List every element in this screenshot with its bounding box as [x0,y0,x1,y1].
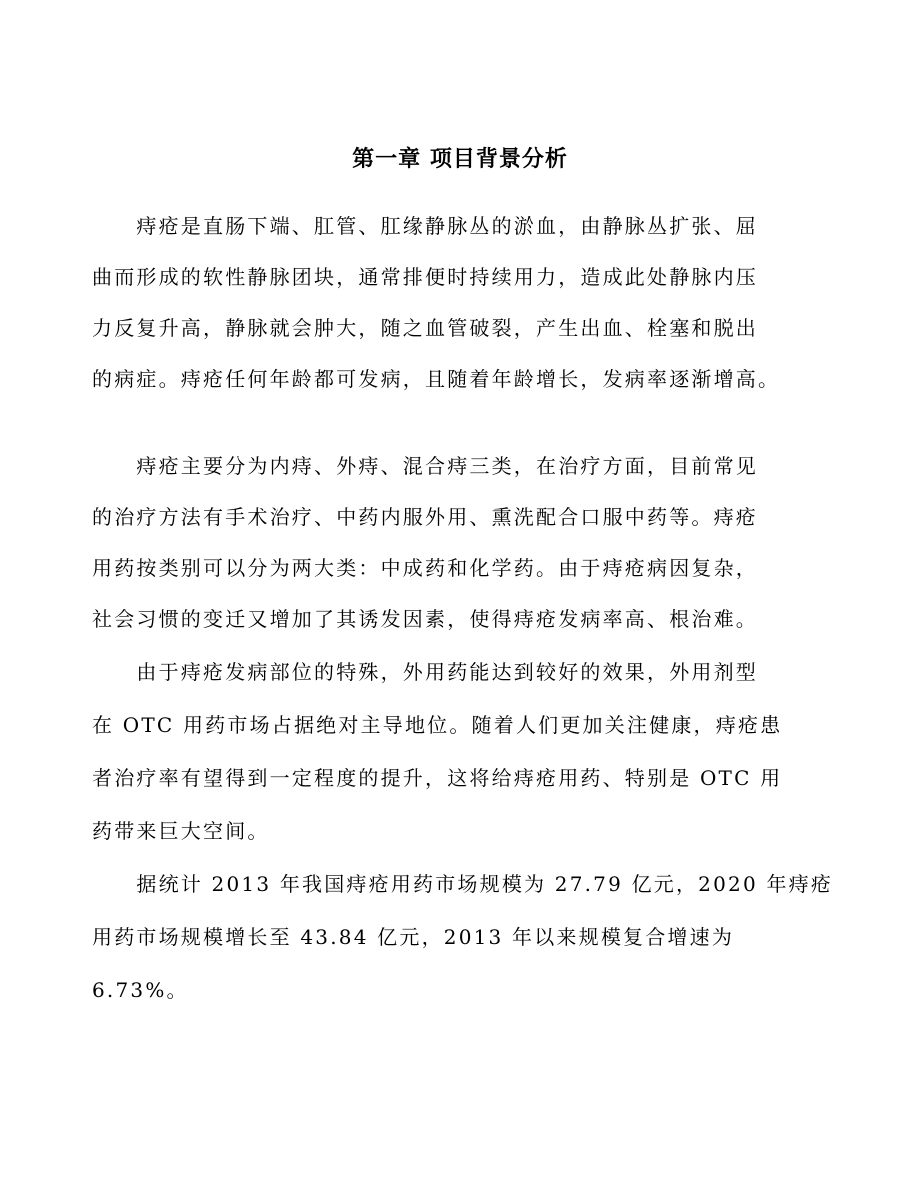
paragraph-line: 用药市场规模增长至 43.84 亿元，2013 年以来规模复合增速为 [92,925,735,949]
paragraph-line: 由于痔疮发病部位的特殊，外用药能达到较好的效果，外用剂型 [92,660,758,684]
paragraph-line: 的病症。痔疮任何年龄都可发病，且随着年龄增长，发病率逐渐增高。 [92,367,781,391]
paragraph-line: 力反复升高，静脉就会肿大，随之血管破裂，产生出血、栓塞和脱出 [92,316,758,340]
paragraph-line: 在 OTC 用药市场占据绝对主导地位。随着人们更加关注健康，痔疮患 [92,713,783,737]
paragraph-line: 痔疮是直肠下端、肛管、肛缘静脉丛的淤血，由静脉丛扩张、屈 [92,214,758,238]
paragraph-line: 者治疗率有望得到一定程度的提升，这将给痔疮用药、特别是 OTC 用 [92,766,783,790]
paragraph-line: 据统计 2013 年我国痔疮用药市场规模为 27.79 亿元，2020 年痔疮 [92,872,834,896]
paragraph-line: 社会习惯的变迁又增加了其诱发因素，使得痔疮发病率高、根治难。 [92,607,758,631]
paragraph-line: 药带来巨大空间。 [92,819,270,843]
chapter-title: 第一章 项目背景分析 [352,147,568,172]
paragraph-line: 6.73%。 [92,978,189,1002]
paragraph-line: 的治疗方法有手术治疗、中药内服外用、熏洗配合口服中药等。痔疮 [92,505,758,529]
paragraph-line: 用药按类别可以分为两大类：中成药和化学药。由于痔疮病因复杂， [92,556,758,580]
paragraph-line: 曲而形成的软性静脉团块，通常排便时持续用力，造成此处静脉内压 [92,265,758,289]
paragraph-line: 痔疮主要分为内痔、外痔、混合痔三类，在治疗方面，目前常见 [92,454,758,478]
